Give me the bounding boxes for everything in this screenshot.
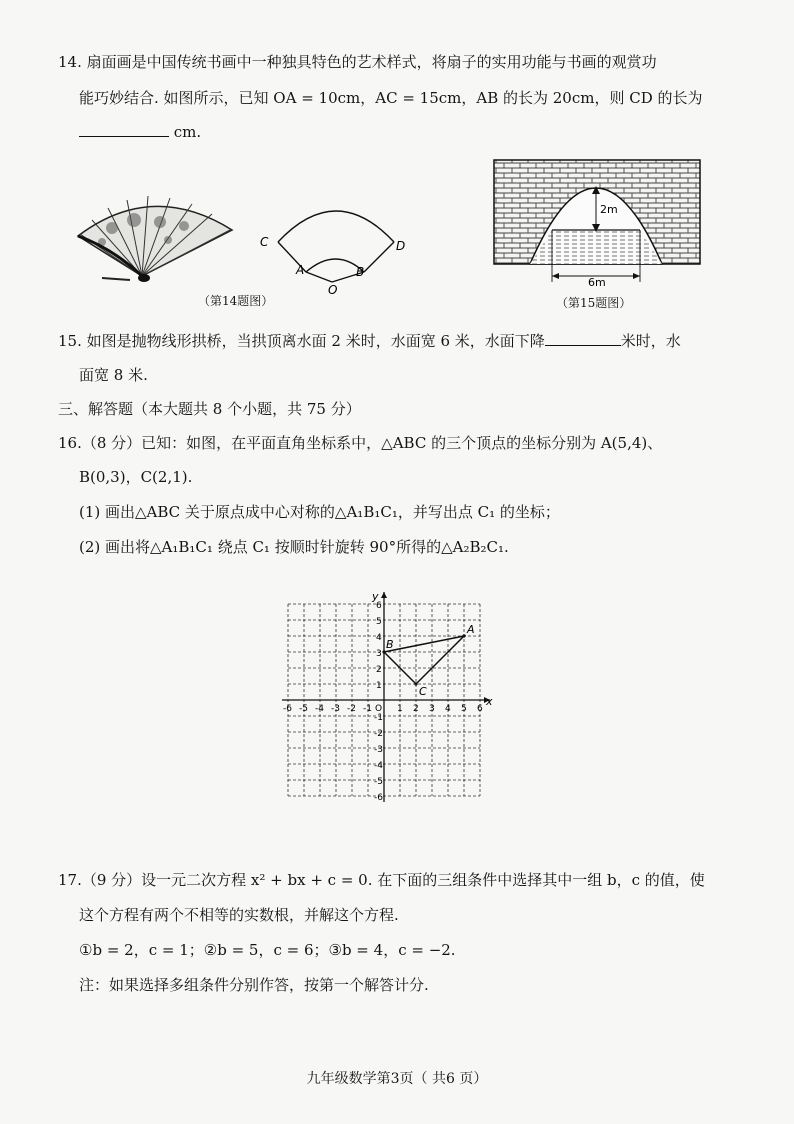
y-tick-label: -3: [374, 745, 383, 755]
point-label-a: A: [467, 623, 475, 636]
y-tick-label: -5: [374, 777, 383, 787]
axes: [282, 590, 493, 802]
sector-figure: [256, 196, 416, 296]
q14-line1: 14. 扇面画是中国传统书画中一种独具特色的艺术样式，将扇子的实用功能与书画的观赏功: [58, 53, 657, 71]
folding-fan-image: [72, 190, 238, 286]
q15-line1: [58, 331, 681, 351]
parabolic-arch-bridge-figure: [492, 158, 702, 288]
label-d: D: [396, 239, 406, 253]
q14-line2: 能巧妙结合. 如图所示，已知 OA = 10cm，AC = 15cm，AB 的长为 20cm，则 CD 的长为: [79, 89, 703, 107]
y-axis-label: y: [372, 590, 379, 603]
origin-label: O: [375, 704, 383, 714]
point-label-c: C: [419, 685, 427, 698]
q15-text-before-blank: 15. 如图是抛物线形拱桥，当拱顶离水面 2 米时，水面宽 6 米，水面下降: [58, 332, 545, 350]
y-tick-label: -2: [374, 729, 383, 739]
q14-answer-blank[interactable]: [79, 136, 169, 137]
q15-line2: 面宽 8 米.: [79, 366, 148, 384]
coordinate-grid: [278, 572, 504, 808]
y-tick-label: 1: [376, 681, 382, 691]
triangle-outline: [384, 636, 464, 684]
x-tick-label: -6: [283, 704, 292, 714]
triangle-abc: [382, 623, 474, 698]
y-tick-label: 3: [376, 649, 382, 659]
point-a: [462, 634, 465, 637]
x-axis-label: x: [486, 695, 493, 708]
q17-options: ①b = 2，c = 1；②b = 5，c = 6；③b = 4，c = −2.: [79, 941, 456, 959]
x-tick-label: 4: [445, 704, 451, 714]
q14-answer-line: [79, 122, 201, 142]
q17-line2: 这个方程有两个不相等的实数根，并解这个方程.: [79, 906, 399, 924]
q15-text-after-blank: 米时，水: [620, 332, 681, 350]
label-a: A: [296, 263, 305, 277]
x-tick-label: 1: [397, 704, 403, 714]
q17-note: 注：如果选择多组条件分别作答，按第一个解答计分.: [79, 976, 429, 994]
y-tick-label: 4: [376, 633, 382, 643]
y-tick-label: -6: [374, 793, 383, 803]
width-label: 6m: [588, 276, 606, 288]
height-label: 2m: [600, 203, 618, 216]
y-tick-label: -1: [374, 713, 383, 723]
y-tick-label: -4: [374, 761, 383, 771]
q16-line1: 16.（8 分）已知：如图，在平面直角坐标系中，△ABC 的三个顶点的坐标分别为 A(5,4)、: [58, 434, 663, 452]
tick-labels: [283, 601, 483, 803]
x-tick-label: -4: [315, 704, 324, 714]
q14-caption: （第14题图）: [198, 294, 274, 308]
x-tick-label: -5: [299, 704, 308, 714]
y-tick-label: 2: [376, 665, 382, 675]
x-tick-label: -2: [347, 704, 356, 714]
label-b: B: [356, 265, 365, 279]
page-footer: 九年级数学第3页（ 共6 页）: [306, 1071, 488, 1087]
label-c: C: [260, 235, 269, 249]
q17-line1: 17.（9 分）设一元二次方程 x² + bx + c = 0. 在下面的三组条件中选择其中一组 b，c 的值，使: [58, 871, 705, 889]
q16-part2: (2) 画出将△A₁B₁C₁ 绕点 C₁ 按顺时针旋转 90°所得的△A₂B₂C₁.: [79, 538, 509, 556]
label-o: O: [328, 283, 338, 296]
point-label-b: B: [386, 638, 394, 651]
q16-line2: B(0,3)，C(2,1).: [79, 468, 193, 486]
section-3-title: 三、解答题（本大题共 8 个小题，共 75 分）: [58, 400, 361, 418]
x-tick-label: -1: [363, 704, 372, 714]
x-tick-label: -3: [331, 704, 340, 714]
y-tick-label: 6: [376, 601, 382, 611]
point-c: [414, 682, 417, 685]
x-tick-label: 6: [477, 704, 483, 714]
y-axis-arrow: [381, 592, 387, 598]
q15-caption: （第15题图）: [556, 296, 632, 310]
q16-part1: (1) 画出△ABC 关于原点成中心对称的△A₁B₁C₁，并写出点 C₁ 的坐标；: [79, 503, 560, 521]
y-tick-label: 5: [376, 617, 382, 627]
q15-answer-blank[interactable]: [545, 345, 621, 346]
q14-unit: cm.: [173, 123, 202, 141]
x-tick-label: 5: [461, 704, 467, 714]
x-tick-label: 3: [429, 704, 435, 714]
x-tick-label: 2: [413, 704, 419, 714]
